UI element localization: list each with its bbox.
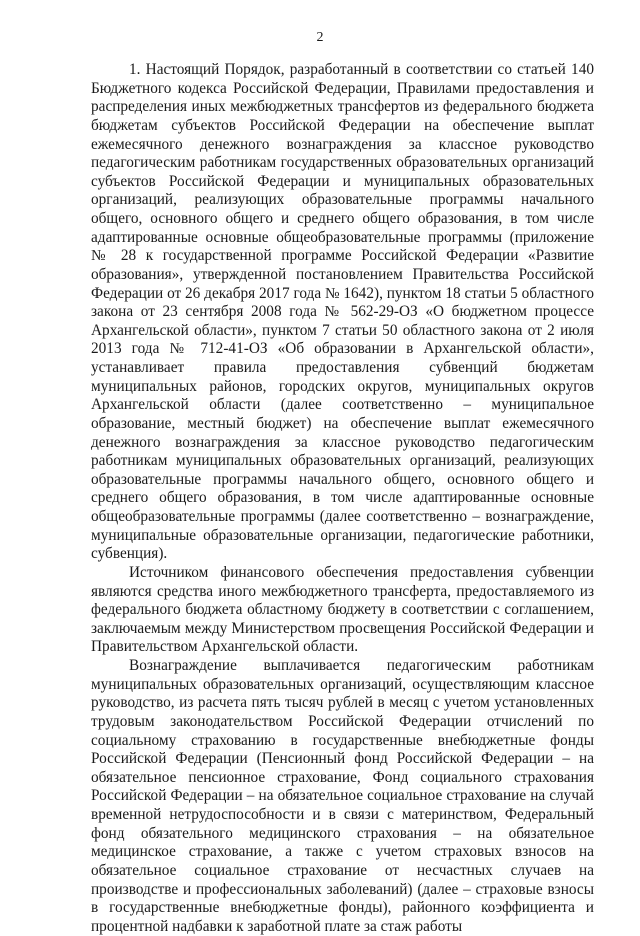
paragraph-3: Вознаграждение выплачивается педагогическим работникам муниципальных образовательных организаций, осуществляющим классное руководство, из расчета пять тысяч рублей в месяц с учетом установленных трудовым законодательством Российской Федерации отчислений по социальному страхованию в государственные внебюджетные фонды Российской Федерации (Пенсионный фонд Российской Федерации – на обязательное пенсионное страхование, Фонд социального страхования Российской Федерации – на обязательное социальное страхование на случай временной нетрудоспособности и в связи с материнством, Федеральный фонд обязательного медицинского страхования – на обязательное медицинское страхование, а также с учетом страховых взносов на обязательное социальное страхование от несчастных случаев на производстве и профессиональных заболеваний) (далее – страховые взносы в государственные внебюджетные фонды), районного коэффициента и процентной надбавки к заработной плате за стаж работы: [91, 657, 594, 935]
paragraph-2: Источником финансового обеспечения предоставления субвенции являются средства иного межбюджетного трансферта, предоставляемого из федерального бюджета областному бюджету в соответствии с соглашением, заключаемым между Министерством просвещения Российской Федерации и Правительством Архангельской области.: [91, 563, 594, 656]
page-number: 2: [316, 30, 324, 45]
document-body: [91, 61, 594, 936]
paragraph-1: 1. Настоящий Порядок, разработанный в соответствии со статьей 140 Бюджетного кодекса Российской Федерации, Правилами предоставления и распределения иных межбюджетных трансфертов из федерального бюджета бюджетам субъектов Российской Федерации на обеспечение выплат ежемесячного денежного вознаграждения за классное руководство педагогическим работникам государственных образовательных организаций субъектов Российской Федерации и муниципальных образовательных организаций, реализующих образовательные программы начального общего, основного общего и среднего общего образования, в том числе адаптированные основные общеобразовательные программы (приложение № 28 к государственной программе Российской Федерации «Развитие образования», утвержденной постановлением Правительства Российской Федерации от 26 декабря 2017 года № 1642), пунктом 18 статьи 5 областного закона от 23 сентября 2008 года № 562-29-ОЗ «О бюджетном процессе Архангельской области», пунктом 7 статьи 50 областного закона от 2 июля 2013 года № 712-41-ОЗ «Об образовании в Архангельской области», устанавливает правила предоставления субвенций бюджетам муниципальных районов, городских округов, муниципальных округов Архангельской области (далее соответственно – муниципальное образование, местный бюджет) на обеспечение выплат ежемесячного денежного вознаграждения за классное руководство педагогическим работникам муниципальных образовательных организаций, реализующих образовательные программы начального общего, основного общего и среднего общего образования, в том числе адаптированные основные общеобразовательные программы (далее соответственно – вознаграждение, муниципальные образовательные организации, педагогические работники, субвенция).: [91, 61, 594, 563]
